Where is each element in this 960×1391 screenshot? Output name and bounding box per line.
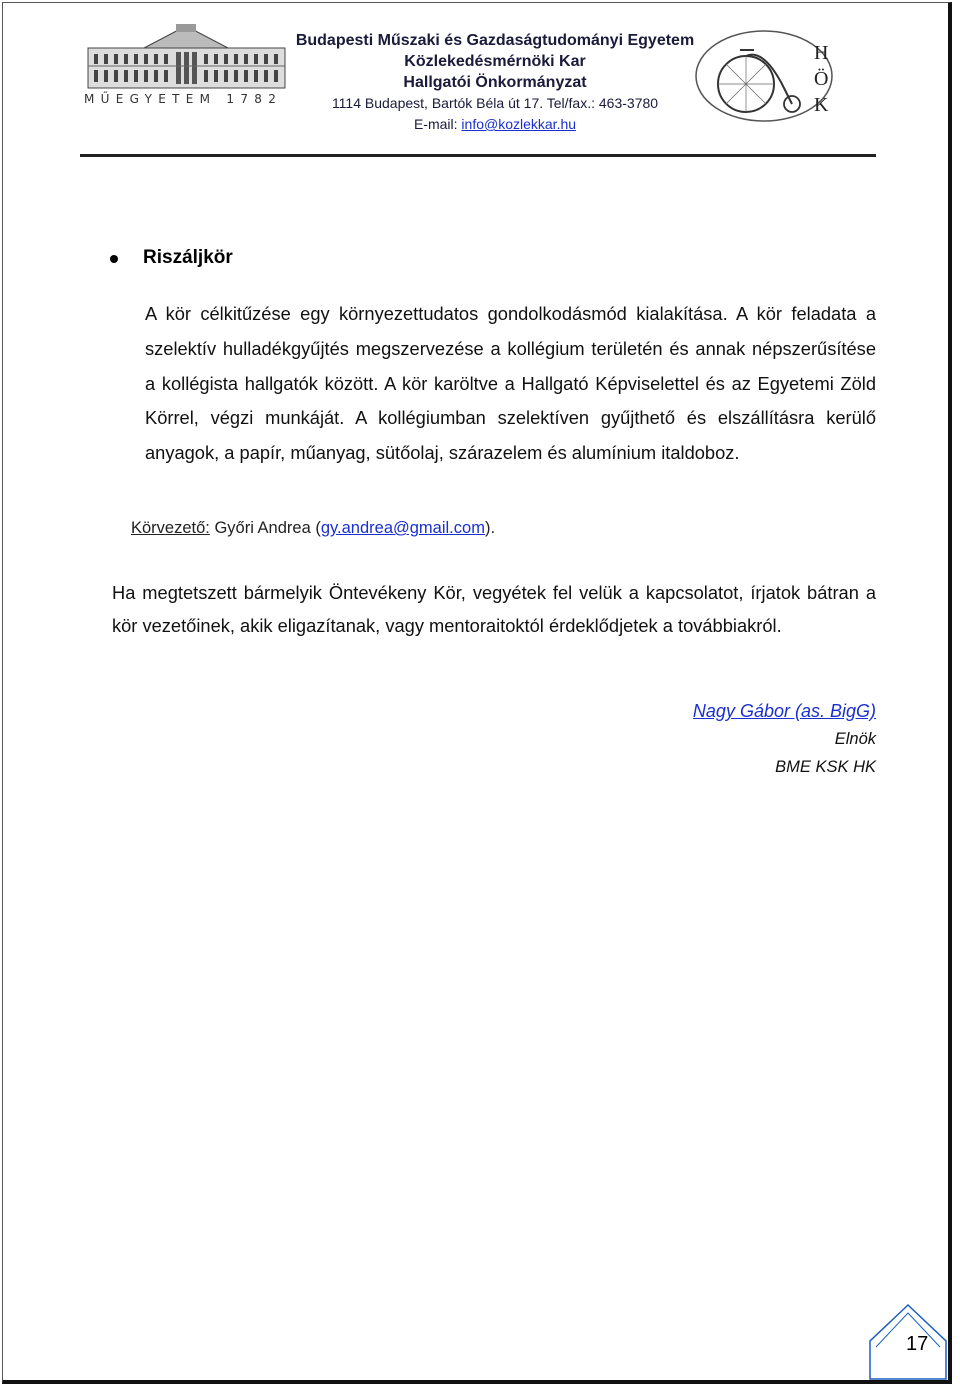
leader-suffix: ).	[484, 519, 496, 537]
university-name: Budapesti Műszaki és Gazdaságtudományi Egyetem	[295, 32, 695, 49]
leader-name: Győri Andrea (	[209, 519, 321, 537]
signature-role: Elnök	[834, 730, 876, 748]
email-link[interactable]: info@kozlekkar.hu	[461, 116, 577, 132]
header-divider	[80, 154, 876, 157]
university-motto: MŰEGYETEM 1782	[84, 92, 283, 106]
signature-block	[693, 697, 876, 781]
hok-letter-h: H	[814, 42, 829, 64]
bullet-icon	[110, 255, 118, 263]
email-label: E-mail:	[413, 116, 462, 132]
email-line	[290, 114, 700, 135]
leader-email-link[interactable]: gy.andrea@gmail.com	[320, 519, 485, 537]
section-paragraph: A kör célkitűzése egy környezettudatos gondolkodásmód kialakítása. A kör feladata a szelektív hulladékgyűjtés megszervezése a kollégium területén és annak népszerűsítése a kollégista hallgatók között. A kör karöltve a Hallgató Képviselettel és az Egyetemi Zöld Körrel, végzi munkáját. A kollégiumban szelektíven gyűjthető és elszállításra kerülő anyagok, a papír, műanyag, sütőolaj, szárazelem és alumínium italdoboz.	[145, 303, 876, 464]
building-icon	[84, 22, 289, 92]
university-logo	[84, 22, 289, 112]
signature-name: Nagy Gábor (as. BigG)	[692, 701, 876, 721]
hok-letters	[814, 40, 828, 118]
address: 1114 Budapest, Bartók Béla út 17. Tel/fax.: 463-3780	[331, 95, 659, 111]
leader-line	[131, 519, 495, 538]
hok-logo	[694, 28, 844, 123]
section-title: Riszáljkör	[143, 247, 233, 268]
leader-label: Körvezető:	[131, 519, 210, 537]
hok-letter-k: K	[814, 94, 829, 116]
faculty-name: Közlekedésmérnöki Kar	[404, 53, 586, 70]
org-name: Hallgatói Önkormányzat	[403, 74, 587, 91]
page-number: 17	[906, 1333, 929, 1355]
signature-org: BME KSK HK	[775, 758, 876, 776]
hok-letter-o: Ö	[814, 68, 829, 90]
closing-paragraph: Ha megtetszett bármelyik Öntevékeny Kör, vegyétek fel velük a kapcsolatot, írjatok bátran a kör vezetőinek, akik eligazítanak, vagy mentoraitoktól érdeklődjetek a továbbiakról.	[112, 582, 876, 636]
letterhead	[290, 30, 700, 135]
document-page	[2, 2, 952, 1384]
